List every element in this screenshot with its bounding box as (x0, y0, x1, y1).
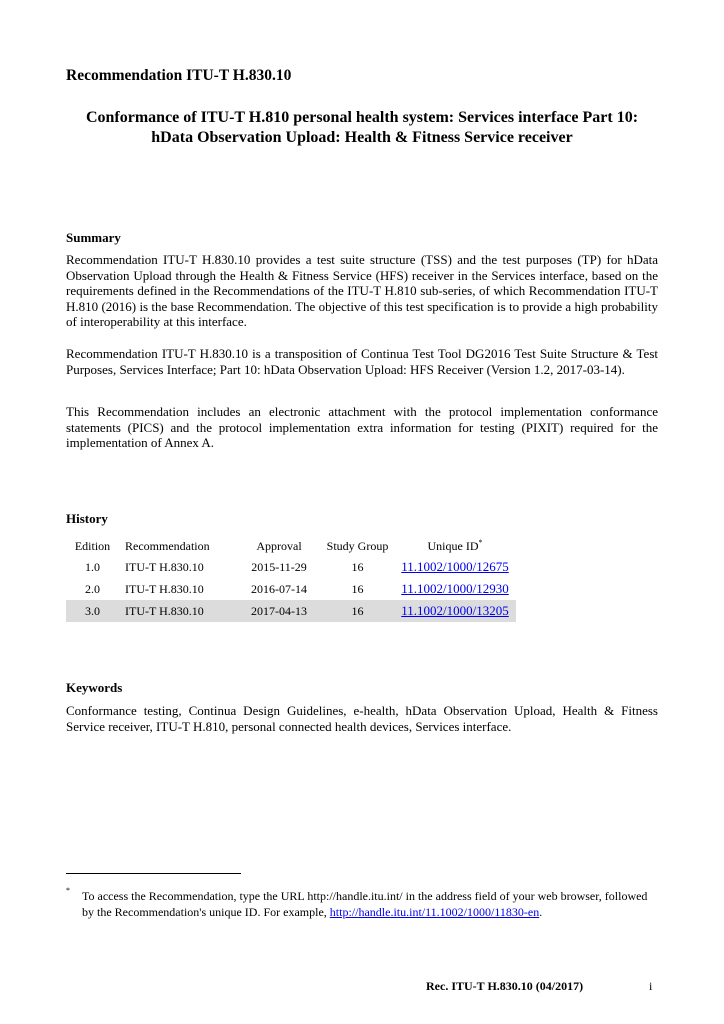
history-header-row (66, 536, 516, 556)
footnote-mark: * (66, 886, 70, 895)
recommendation-number: Recommendation ITU-T H.830.10 (66, 67, 292, 84)
col-header-approval: Approval (256, 538, 302, 553)
footnote-text (82, 888, 662, 920)
approval-cell: 2017-04-13 (237, 600, 321, 622)
document-title-line-2: hData Observation Upload: Health & Fitness Service receiver (151, 129, 573, 146)
footer-label: Rec. ITU-T H.830.10 (04/2017) (426, 979, 584, 993)
study-group-cell: 16 (321, 600, 394, 622)
approval-cell: 2015-11-29 (251, 559, 307, 574)
footnote-text-end: . (539, 905, 543, 919)
page-number: i (649, 979, 653, 993)
summary-paragraph-2: Recommendation ITU-T H.830.10 is a transposition of Continua Test Tool DG2016 Test Suite Structure & Test Purposes, Services Interface; Part 10: hData Observation Upload: HFS Receiver (Version 1.2, 2017-03-14). (66, 346, 658, 377)
study-group-cell: 16 (351, 559, 364, 574)
history-table (66, 536, 516, 622)
recommendation-cell: ITU-T H.830.10 (125, 581, 204, 596)
footnote-text-body: To access the Recommendation, type the URL http://handle.itu.int/ in the address field of your web browser, followed by the Recommendation's unique ID. For example, (82, 889, 648, 919)
recommendation-cell: ITU-T H.830.10 (125, 559, 204, 574)
edition-cell: 2.0 (85, 581, 100, 596)
col-header-study-group: Study Group (326, 538, 389, 553)
unique-id-link[interactable]: 11.1002/1000/12675 (401, 559, 509, 574)
col-header-unique-id (394, 536, 516, 556)
approval-cell: 2016-07-14 (251, 581, 307, 596)
summary-paragraph-1: Recommendation ITU-T H.830.10 provides a test suite structure (TSS) and the test purposes (TP) for hData Observation Upload through the Health & Fitness Service (HFS) receiver in the Services interface, based on the requirements defined in the Recommendations of the ITU-T H.810 sub-series, of which Recommendation ITU-T H.810 (2016) is the base Recommendation. The objective of this test specification is to provide a high probability of interoperability at this interface. (66, 252, 658, 330)
history-heading: History (66, 511, 108, 526)
table-row (66, 600, 516, 622)
document-title (60, 108, 664, 148)
col-header-recommendation: Recommendation (125, 538, 210, 553)
study-group-cell: 16 (351, 581, 364, 596)
edition-cell: 1.0 (85, 559, 100, 574)
keywords-text: Conformance testing, Continua Design Guidelines, e-health, hData Observation Upload, Health & Fitness Service receiver, ITU-T H.810, personal connected health devices, Services interface. (66, 703, 658, 734)
col-header-edition: Edition (74, 538, 111, 553)
summary-heading: Summary (66, 230, 121, 245)
unique-id-label: Unique ID (427, 539, 479, 553)
table-row (66, 578, 516, 600)
unique-id-link[interactable]: 11.1002/1000/12930 (401, 581, 509, 596)
table-row (66, 556, 516, 578)
footnote-marker: * (478, 538, 483, 547)
keywords-heading: Keywords (66, 680, 123, 695)
summary-paragraph-3: This Recommendation includes an electronic attachment with the protocol implementation conformance statements (PICS) and the protocol implementation extra information for testing (PIXIT) required for the implementation of Annex A. (66, 404, 658, 451)
edition-cell: 3.0 (66, 600, 119, 622)
document-title-line-1: Conformance of ITU-T H.810 personal health system: Services interface Part 10: (85, 109, 639, 126)
recommendation-cell: ITU-T H.830.10 (119, 600, 237, 622)
footnote-example-link[interactable]: http://handle.itu.int/11.1002/1000/11830-en (329, 905, 540, 919)
footnote-divider (66, 873, 241, 874)
unique-id-link[interactable]: 11.1002/1000/13205 (401, 603, 509, 618)
